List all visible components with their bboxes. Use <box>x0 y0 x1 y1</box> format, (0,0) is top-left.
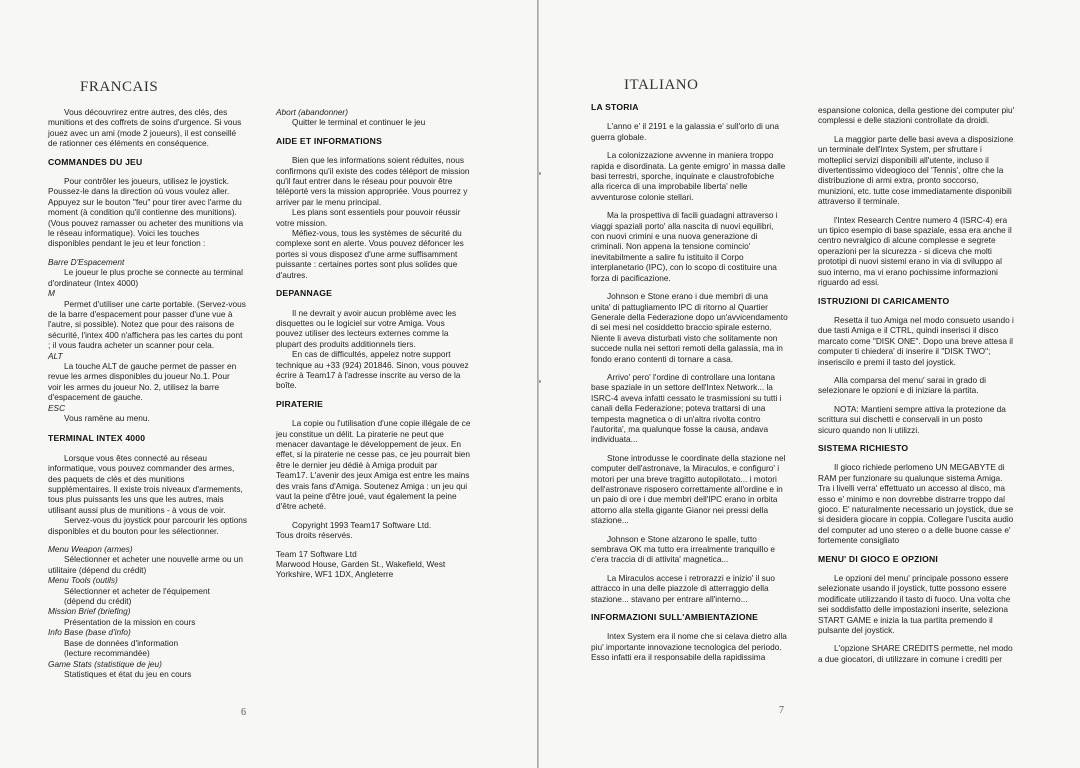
page-number: 7 <box>779 705 784 716</box>
paragraph: Pour contrôler les joueurs, utilisez le joystick. Poussez-le dans la direction où vous voulez aller. Appuyez sur le bouton "feu" pour tirer avec l'arme du moment (à condition qu'il contienne des munitions). (Vous pouvez ramasser ou acheter des munitions via le réseau informatique). Voici les touches disponibles pendant le jeu et leur fonction : <box>48 176 244 249</box>
section-heading: COMMANDES DU JEU <box>48 156 143 167</box>
key-description: Vous ramène au menu. <box>64 412 150 423</box>
menu-item-description: Sélectionner et acheter de l'équipement (dépend du crédit) <box>64 585 210 607</box>
menu-item-description: Statistiques et état du jeu en cours <box>64 668 192 679</box>
paragraph: Alla comparsa del menu' sarai in grado di selezionare le opzioni e di iniziare la partita. <box>818 374 986 396</box>
section-heading: LA STORIA <box>591 102 639 112</box>
menu-item-name: Game Stats (statistique de jeu) <box>48 658 162 669</box>
right-column-1 <box>591 102 809 671</box>
paragraph: Resetta il tuo Amiga nel modo consueto usando i due tasti Amiga e il CTRL, quindi inserisci il disco marcato come "DISK ONE". Dopo una breve attesa il computer ti chiedera' di inserire il "DISK TWO"; inseriscilo e premi il tasto del joystick. <box>818 314 1014 367</box>
menu-item-name: Info Base (base d'info) <box>48 627 131 638</box>
address: Team 17 Software Ltd Marwood House, Garden St., Wakefield, West Yorkshire, WF1 1DX, Angleterre <box>276 548 446 580</box>
paragraph: Johnson e Stone erano i due membri di una unita' di pattugliamento IPC di ritorno al Quartier Generale della Federazione dopo un'avvicendamento di sei mesi nel cosiddetto braccio spirale esterno. Niente li aveva disturbati visto che solitamente non succede nulla nei settori remoti della galassia, ma in fondo erano contenti di tornare a casa. <box>591 291 788 364</box>
section-heading: PIRATERIE <box>276 398 324 409</box>
menu-item-description: Base de données d'information (lecture recommandée) <box>64 637 179 659</box>
page-number: 6 <box>241 707 246 718</box>
menu-item-description: Sélectionner et acheter une nouvelle arme ou un utilitaire (dépend du crédit) <box>48 554 243 575</box>
page-title: FRANCAIS <box>80 79 159 95</box>
right-page <box>539 0 1080 768</box>
left-column-2 <box>276 107 494 588</box>
paragraph: Bien que les informations soient réduites, nous confirmons qu'il existe des codes téléport de mission qu'il faut entrer dans le réseau pour pouvoir être téléporté vers la mission appropriée. Vous pourrez y arriver par le menu principal. <box>276 155 470 207</box>
paragraph: Johnson e Stone alzarono le spalle, tutto sembrava OK ma tutto era irrealmente tranquillo e c'era traccia di di attivita' magnetica... <box>591 533 775 565</box>
section-heading: MENU' DI GIOCO E OPZIONI <box>818 553 939 564</box>
key-description: Le joueur le plus proche se connecte au terminal d'ordinateur (Intex 4000) <box>48 267 243 288</box>
paragraph: espansione colonica, della gestione dei computer piu' complessi e delle stazioni controllate da droidi. <box>818 105 1015 126</box>
key-description: Permet d'utiliser une carte portable. (Servez-vous de la barre d'espacement pour passer d'une vue à l'autre, si possible). Notez que pour des raisons de sécurité, l'intex 400 n'affichera pas les cartes du pont ; il vous faudra acheter un scanner pour cela. <box>48 298 246 351</box>
menu-item-name: Abort (abandonner) <box>276 107 348 117</box>
key-description: La touche ALT de gauche permet de passer en revue les armes disponibles du joueur No.1. Pour voir les armes du joueur No. 2, utilisez la barre d'espacement de gauche. <box>48 360 237 403</box>
paragraph: La copie ou l'utilisation d'une copie illégale de ce jeu constitue un délit. La piraterie ne peut que menacer davantage le développement de jeux. En effet, si la piraterie ne cesse pas, ce jeu pourrait bien être le dernier jeu dédié à Amiga produit par Team17. L'avenir des jeux Amiga est entre les mains des vrais fans d'Amiga. Soutenez Amiga : un jeu qui vaut la peine d'être joué, vaut également la peine d'être acheté. <box>276 418 471 512</box>
menu-item-description: Quitter le terminal et continuer le jeu <box>292 117 426 128</box>
paragraph: Stone introdusse le coordinate della stazione nel computer dell'astronave, la Miraculos, e configuro' i motori per una breve tragitto autopilotato... i motori dell'astronave risposero correttamente all'ordine e in un paio di ore i due membri dell'IPC erano in orbita attorno alla stella gigante Gianor nei pressi della stazione... <box>591 452 786 526</box>
section-heading: INFORMAZIONI SULL'AMBIENTAZIONE <box>591 612 759 623</box>
paragraph: l'Intex Research Centre numero 4 (ISRC-4) era un tipico esempio di base spaziale, essa era anche il centro nevralgico di alcune complesse e segrete operazioni per la sicurezza - si diceva che molti prototipi di nuovi sistemi erano in via di sviluppo al suo interno, ma vi erano pochissime informazioni riguardo ad essi. <box>818 214 1012 288</box>
key-name: ESC <box>48 402 66 413</box>
paragraph: L'opzione SHARE CREDITS permette, nel modo a due giocatori, di utilizzare in comune i crediti per <box>818 643 1013 664</box>
section-heading: SISTEMA RICHIESTO <box>818 442 909 453</box>
paragraph: Arrivo' pero' l'ordine di controllare una lontana base spaziale in un settore dell'Intex Network... la ISRC-4 aveva infatti cessato le trasmissioni su tutti i canali della Federazione; poteva trattarsi di una tempesta magnetica o di un'altra rivolta contro l'autorita', ma qualunque fosse la causa, andava individuata... <box>591 371 782 445</box>
right-column-2 <box>818 105 1040 672</box>
page-title: ITALIANO <box>624 77 699 93</box>
paragraph: La colonizzazione avvenne in maniera troppo rapida e disordinata. La gente emigro' in massa dalle basi terrestri, sporche, inquinate e claustrofobiche alla ricerca di una improbabile liberta' nelle avventurose colonie stellari. <box>591 150 786 202</box>
section-heading: DEPANNAGE <box>276 288 333 299</box>
paragraph: En cas de difficultés, appelez notre support technique au +33 (924) 201846. Sinon, vous pouvez écrire à Team17 à l'adresse inscrite au verso de la boîte. <box>276 349 469 391</box>
paragraph: Les plans sont essentiels pour pouvoir réussir votre mission. <box>276 207 461 228</box>
copyright: Copyright 1993 Team17 Software Ltd. Tous droits réservés. <box>276 519 432 541</box>
paragraph: Ma la prospettiva di facili guadagni attraverso i viaggi spaziali porto' alla nascita di nuovi equilibri, con nuovi crimini e una nuova generazione di criminali. Non appena la tensione comincio' inevitabilmente a salire fu istituito il Corpo interplanetario (IPC), con lo scopo di costituire una forza di pacificazione. <box>591 210 778 283</box>
left-page <box>0 0 537 768</box>
key-name: Barre D'Espacement <box>48 256 125 267</box>
menu-item-name: Mission Brief (briefing) <box>48 606 131 617</box>
menu-item-name: Menu Weapon (armes) <box>48 544 133 555</box>
key-name: ALT <box>48 350 63 361</box>
paragraph: Méfiez-vous, tous les systèmes de sécurité du complexe sont en alerte. Vous pouvez défoncer les portes si vous disposez d'une arme suffisamment puissante : certaines portes sont plus solides que d'autres. <box>276 228 464 280</box>
paragraph: La Miraculos accese i retrorazzi e inizio' il suo attracco in una delle piazzole di atterraggio della stazione... stavano per entrare all'interno... <box>591 572 776 604</box>
section-heading: TERMINAL INTEX 4000 <box>48 433 146 444</box>
print-mark <box>539 380 541 383</box>
note: NOTA: Mantieni sempre attiva la protezione da scrittura sui dischetti e conservali in un posto sicuro quando non li utilizzi. <box>818 403 1006 435</box>
paragraph: Il ne devrait y avoir aucun problème avec les disquettes ou le logiciel sur votre Amiga. Vous pouvez utiliser des lecteurs externes comme la plupart des produits additionnels tiers. <box>276 307 457 349</box>
intro-paragraph: Vous découvrirez entre autres, des clés, des munitions et des coffrets de soins d'urgence. Si vous jouez avec un ami (mode 2 joueurs), il est conseillé de rationner ces éléments en conséquence. <box>48 107 242 149</box>
menu-item-description: Présentation de la mission en cours <box>64 616 196 627</box>
key-name: M <box>48 288 55 299</box>
paragraph: L'anno e' il 2191 e la galassia e' sull'orlo di una guerra globale. <box>591 121 779 142</box>
left-column-1 <box>48 107 266 679</box>
paragraph: Il gioco richiede perlomeno UN MEGABYTE di RAM per funzionare su qualunque sistema Amiga. Tra i livelli verra' effettuato un accesso al disco, ma esso e' minimo e non dovrebbe distrarre troppo dal gioco. E' naturalmente necessario un joystick, due se si desidera giocare in coppia. Collegare l'uscita audio del computer ad uno stereo o a delle buone casse e' fortemente consigliato <box>818 462 1014 546</box>
section-heading: ISTRUZIONI DI CARICAMENTO <box>818 295 950 306</box>
print-mark <box>539 172 541 175</box>
menu-item-name: Menu Tools (outils) <box>48 575 118 586</box>
paragraph: Servez-vous du joystick pour parcourir les options disponibles et du bouton pour les sélectionner. <box>48 515 248 536</box>
paragraph: Le opzioni del menu' principale possono essere selezionate usando il joystick, tutte possono essere modificate utilizzando il tasto di fuoco. Una volta che sei soddisfatto delle impostazioni inserite, seleziona START GAME e inizia la tua partita premendo il pulsante del joystick. <box>818 573 1011 636</box>
section-heading: AIDE ET INFORMATIONS <box>276 135 383 146</box>
paragraph: Intex System era il nome che si celava dietro alla piu' importante innovazione tecnologica del periodo. Esso infatti era il responsabile della rapidissima <box>591 631 787 663</box>
paragraph: Lorsque vous êtes connecté au réseau informatique, vous pouvez commander des armes, des paquets de clés et des munitions supplémentaires. Il existe trois niveaux d'armements, tous plus puissants les uns que les autres, mais utilisant aussi plus de munitions - à vous de voir. <box>48 452 243 515</box>
paragraph: La maggior parte delle basi aveva a disposizione un terminale dell'Intex System, per sfruttare i molteplici servizi disponibili all'utente, incluso il divertentissimo videogioco del 'Tennis', oltre che la distribuzione di armi extra, pronto soccorso, munizioni, etc. tutte cose immediatamente disponibili attraverso il terminale. <box>818 133 1014 207</box>
